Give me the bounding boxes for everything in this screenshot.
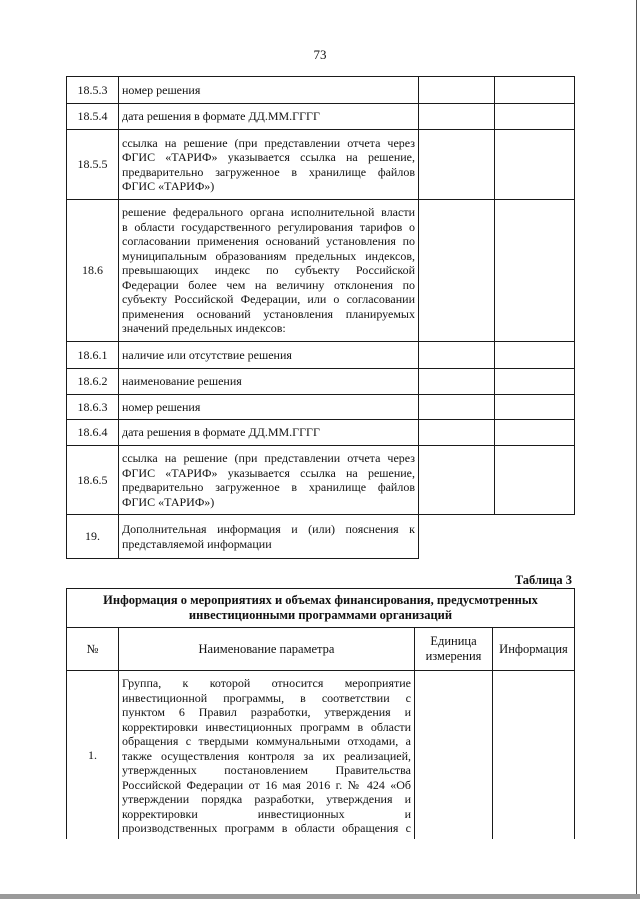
header-unit [415,628,493,671]
header-information: Информация [493,628,575,671]
text-line: значений предельных индексов: [122,321,286,336]
text-line: Информация о мероприятиях и объемах финансирования, предусмотренных [103,593,538,607]
table-row [67,369,575,395]
text-line: превышающих индекс по субъекту Российской [122,263,415,278]
text-line: предварительно загруженное в хранилище файлов [122,480,415,494]
information-cell [495,77,575,104]
scan-edge [0,894,640,899]
table-row [67,77,575,104]
investment-measures-table [66,588,575,839]
row-number: 18.5.5 [67,130,119,200]
text-line: номер решения [122,82,201,97]
text-line: также осуществления контроля за их реализацией, [122,748,411,763]
text-line: ссылка на решение (при представлении отчета через [122,135,415,150]
row-number: 18.5.3 [67,77,119,104]
text-line: ФГИС «ТАРИФ») [122,179,215,193]
parameter-name [119,515,419,559]
information-cell [495,446,575,515]
unit-cell [419,130,495,200]
table-row [67,515,575,559]
text-line: применения оснований установления планируемых [122,306,415,321]
text-line: утверждении порядка разработки, утверждения и [122,792,411,806]
text-line: утвержденных постановлением Правительства [122,763,411,777]
text-line: Дополнительная информация и (или) пояснения к [122,522,415,536]
information-cell [495,130,575,200]
unit-cell [419,342,495,369]
text-line: предварительно загруженное в хранилище файлов [122,164,415,179]
parameter-name [119,369,419,395]
text-line: корректировки инвестиционных программ в области [122,719,411,734]
information-cell [495,104,575,130]
text-line: представляемой информации [122,536,272,551]
text-line: согласовании применения оснований установления по [122,234,415,249]
row-number: 18.6.1 [67,342,119,369]
table-row [67,671,575,839]
row-number: 18.6.3 [67,395,119,420]
text-line: наименование решения [122,374,242,389]
header-parameter: Наименование параметра [119,628,415,671]
table-title-row [67,589,575,628]
text-line: измерения [425,649,482,663]
table-row [67,130,575,200]
row-number: 18.6.2 [67,369,119,395]
parameters-table [66,76,575,559]
text-line: ФГИС «ТАРИФ») [122,494,215,509]
unit-cell [419,395,495,420]
table-row [67,200,575,342]
text-line: ФГИС «ТАРИФ» указывается ссылка на решение, [122,465,415,480]
text-line: Группа, к которой относится мероприятие [122,676,411,690]
parameter-name [119,104,419,130]
parameter-name [119,395,419,420]
parameter-name [119,420,419,446]
row-number: 18.5.4 [67,104,119,130]
table-row [67,342,575,369]
header-number: № [67,628,119,671]
unit-cell [415,671,493,839]
row-number: 18.6.5 [67,446,119,515]
text-line: дата решения в формате ДД.ММ.ГГГГ [122,109,320,124]
unit-cell [419,200,495,342]
text-line: субъекту Российской Федерации, или о согласовании [122,292,415,307]
text-line: Единица [430,634,477,648]
text-line: производственных программ в области обращения с [122,821,411,835]
table-row [67,420,575,446]
table-caption: Таблица 3 [514,573,572,587]
text-line: инвестиционной программы, в соответствии с [122,690,411,705]
table-row [67,446,575,515]
unit-cell [419,420,495,446]
scan-edge [636,0,637,899]
text-line: ссылка на решение (при представлении отчета через [122,451,415,465]
row-number: 18.6 [67,200,119,342]
text-line: Федерации более чем на величину отклонения по [122,277,415,292]
text-line: обращения с твердыми коммунальными отходами, а [122,734,411,748]
information-cell [495,395,575,420]
text-line: Российской Федерации от 16 мая 2016 г. № 424 «Об [122,777,411,792]
table-header-row [67,628,575,671]
empty-cell [419,515,495,559]
page-number: 73 [313,47,327,62]
text-line: решение федерального органа исполнительной власти [122,205,415,220]
parameter-name [119,130,419,200]
table-row [67,104,575,130]
parameter-name [119,200,419,342]
text-line: в области государственного регулирования тарифов о [122,219,415,234]
text-line: наличие или отсутствие решения [122,347,292,362]
text-line: муниципальным образованиям предельных индексов, [122,248,415,263]
text-line: дата решения в формате ДД.ММ.ГГГГ [122,425,320,440]
information-cell [493,671,575,839]
empty-cell [495,515,575,559]
parameter-name [119,446,419,515]
unit-cell [419,77,495,104]
parameter-name [119,671,415,839]
row-number: 19. [67,515,119,559]
unit-cell [419,104,495,130]
information-cell [495,369,575,395]
table-title [67,589,575,628]
information-cell [495,200,575,342]
table-row [67,395,575,420]
text-line: ФГИС «ТАРИФ» указывается ссылка на решение, [122,150,415,164]
row-number: 18.6.4 [67,420,119,446]
parameter-name [119,342,419,369]
parameter-name [119,77,419,104]
text-line: инвестиционными программами организаций [188,608,453,622]
row-number: 1. [67,671,119,839]
unit-cell [419,369,495,395]
text-line: номер решения [122,399,201,414]
text-line: пунктом 6 Правил разработки, утверждения и [122,705,411,719]
text-line: корректировки инвестиционных и [122,806,411,821]
information-cell [495,420,575,446]
unit-cell [419,446,495,515]
information-cell [495,342,575,369]
